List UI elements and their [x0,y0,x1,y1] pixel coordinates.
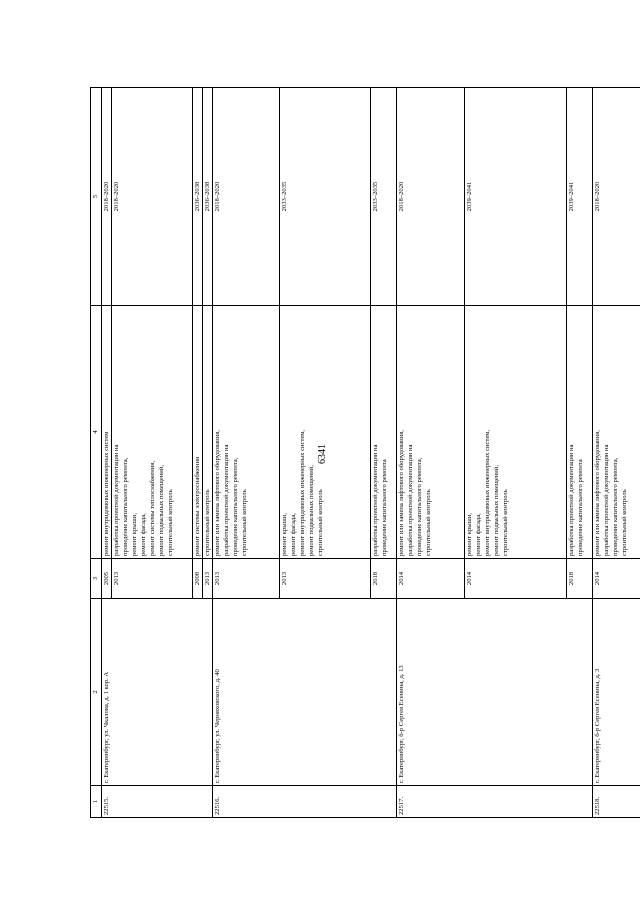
table-body [91,88,640,818]
works-cell [193,306,203,559]
work-item: ремонт подвальных помещений, [158,465,165,556]
works-cell [213,306,280,559]
address-cell: г. Екатеринбург, б-р Сергея Есенина, д. 13 [397,599,593,786]
work-item: проведение капитального ремонта, [416,457,423,556]
work-item: ремонт фасада, [290,513,297,556]
period-cell: 2033–2035 [280,88,371,306]
period-cell: 2033–2035 [371,88,397,306]
header-cell: 3 [91,559,102,599]
period-cell: 2036–2038 [193,88,203,306]
period-cell: 2018–2020 [213,88,280,306]
work-item: проведение капитального ремонта, [122,457,129,556]
work-item: ремонт или замена лифтового оборудования, [214,430,221,556]
work-item: разработка проектной документации на [407,444,414,556]
year-cell: 2018 [567,559,593,599]
year-cell: 2014 [465,559,567,599]
table-row [213,88,280,818]
work-item: разработка проектной документации на [372,444,379,556]
year-cell: 2018 [371,559,397,599]
page-number: 6341 [317,444,328,464]
works-cell [112,306,193,559]
works-cell [593,306,640,559]
rotated-table-container [90,88,628,818]
header-cell: 5 [91,88,102,306]
repair-schedule-table [90,87,640,818]
year-cell: 2014 [593,559,640,599]
year-cell: 2013 [112,559,193,599]
work-item: ремонт или замена лифтового оборудования, [594,430,601,556]
period-cell: 2018–2020 [397,88,465,306]
work-item: ремонт крыши, [466,513,473,556]
work-item: разработка проектной документации на [113,444,120,556]
work-item: строительный контроль [241,489,248,556]
table-row [397,88,465,818]
works-cell [102,306,112,559]
work-item: ремонт подвальных помещений, [493,465,500,556]
work-item: проведение капитального ремонта, [612,457,619,556]
works-cell [203,306,213,559]
period-cell: 2039–2041 [567,88,593,306]
work-item: ремонт внутридомовых инженерных систем, [299,429,306,556]
work-item: разработка проектной документации на [568,444,575,556]
address-cell: г. Екатеринбург, ул. Черняховского, д. 40 [213,599,397,786]
work-item: строительный контроль [317,489,324,556]
work-item: проведение капитального ремонта, [232,457,239,556]
year-cell: 2014 [397,559,465,599]
work-item: проведение капитального ремонта [381,459,388,556]
work-item: ремонт системы электроснабжения [194,456,201,556]
work-item: разработка проектной документации на [603,444,610,556]
work-item: ремонт крыши, [281,513,288,556]
header-row [91,88,102,818]
year-cell: 2013 [213,559,280,599]
work-item: ремонт крыши, [131,513,138,556]
work-item: разработка проектной документации на [223,444,230,556]
works-cell [567,306,593,559]
row-number-cell: 22518. [593,786,640,818]
work-item: строительный контроль [204,489,211,556]
works-cell [280,306,371,559]
work-item: ремонт системы теплоснабжения, [149,461,156,556]
period-cell: 2018–2020 [102,88,112,306]
work-item: ремонт или замена лифтового оборудования, [398,430,405,556]
header-cell: 2 [91,599,102,786]
row-number-cell: 22515. [102,786,213,818]
row-number-cell: 22517. [397,786,593,818]
works-cell [465,306,567,559]
year-cell: 2013 [280,559,371,599]
year-cell: 2005 [102,559,112,599]
work-item: строительный контроль [167,489,174,556]
address-cell: г. Екатеринбург, б-р Сергея Есенина, д. 3 [593,599,640,786]
period-cell: 2039–2041 [465,88,567,306]
work-item: ремонт фасада, [475,513,482,556]
work-item: строительный контроль [621,489,628,556]
period-cell: 2018–2020 [112,88,193,306]
header-cell: 1 [91,786,102,818]
period-cell: 2036–2038 [203,88,213,306]
address-cell: г. Екатеринбург, ул. Чкалова, д. 1 кор. А [102,599,213,786]
header-cell: 4 [91,306,102,559]
works-cell [397,306,465,559]
table-row [102,88,112,818]
table-row [593,88,640,818]
row-number-cell: 22516. [213,786,397,818]
work-item: ремонт фасада, [140,513,147,556]
work-item: ремонт подвальных помещений, [308,465,315,556]
year-cell: 2013 [203,559,213,599]
work-item: строительный контроль [425,489,432,556]
works-cell [371,306,397,559]
work-item: проведение капитального ремонта [577,459,584,556]
period-cell: 2018–2020 [593,88,640,306]
year-cell: 2008 [193,559,203,599]
work-item: строительный контроль [502,489,509,556]
work-item: ремонт внутридомовых инженерных систем [103,431,110,556]
work-item: ремонт внутридомовых инженерных систем, [484,429,491,556]
